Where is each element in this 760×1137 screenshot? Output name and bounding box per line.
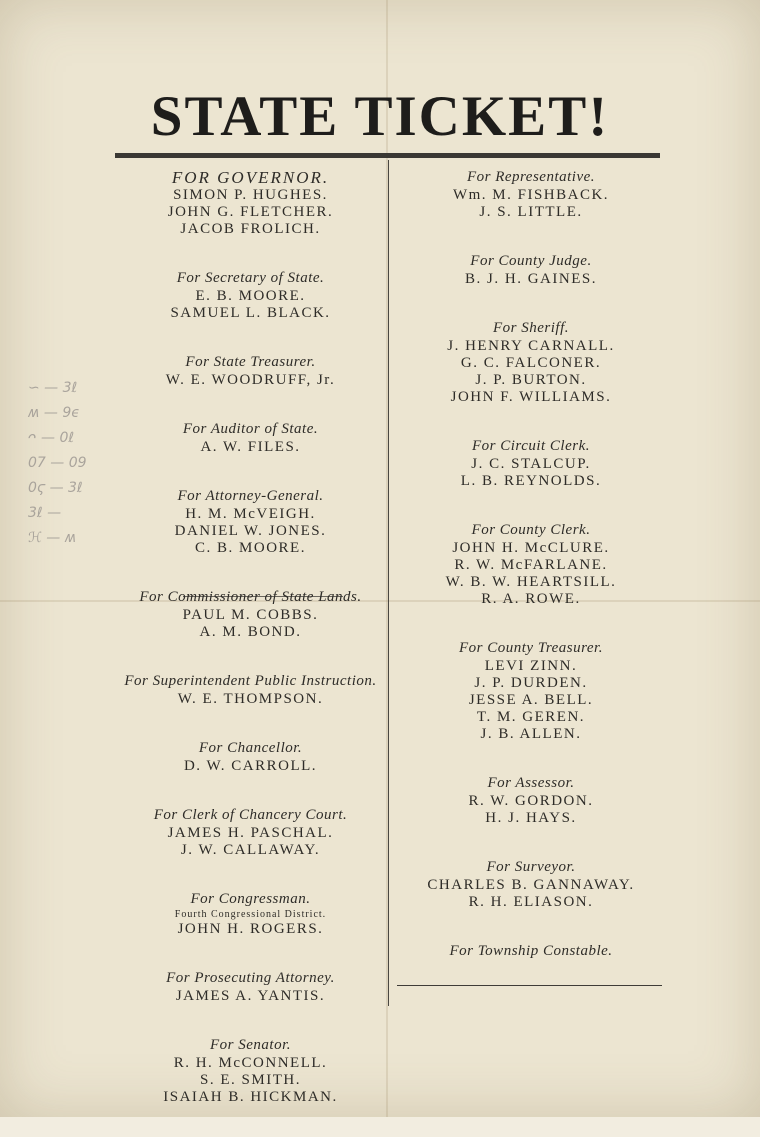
office-heading: For Auditor of State. — [182, 421, 319, 437]
candidate-name: E. B. MOORE. — [195, 288, 306, 304]
office-block-for-assessor — [393, 774, 669, 827]
office-block-for-circuit-clerk — [393, 437, 669, 490]
left-column — [108, 168, 393, 1137]
office-block-for-attorney-general — [108, 487, 393, 557]
candidate-name: R. W. McFARLANE. — [454, 557, 608, 573]
candidate-name: JOHN F. WILLIAMS. — [450, 389, 612, 405]
office-heading: For Attorney-General. — [177, 488, 324, 504]
candidate-name: J. W. CALLAWAY. — [180, 842, 321, 858]
pencil-mark: 0ϛ — 3ℓ — [28, 480, 83, 496]
office-block-for-county-treasurer — [393, 639, 669, 743]
candidate-name: J. C. STALCUP. — [471, 456, 591, 472]
candidate-name: G. C. FALCONER. — [460, 355, 602, 371]
office-block-for-congressman — [108, 890, 393, 938]
candidate-name: C. B. MOORE. — [195, 540, 306, 556]
office-heading: For Circuit Clerk. — [471, 438, 591, 454]
candidate-name: JACOB FROLICH. — [180, 221, 321, 237]
candidate-name: L. B. REYNOLDS. — [460, 473, 602, 489]
candidate-name: A. W. FILES. — [200, 439, 301, 455]
candidate-name: H. J. HAYS. — [485, 810, 577, 826]
candidate-name: R. H. McCONNELL. — [173, 1055, 328, 1071]
district-label: Fourth Congressional District. — [174, 909, 327, 920]
candidate-name: W. E. THOMPSON. — [177, 691, 324, 707]
candidate-name: J. P. DURDEN. — [474, 675, 588, 691]
office-heading: For County Clerk. — [471, 522, 591, 538]
candidate-name: R. W. GORDON. — [468, 793, 594, 809]
right-column — [393, 168, 669, 992]
office-heading: FOR GOVERNOR. — [171, 168, 330, 187]
office-heading: For Clerk of Chancery Court. — [153, 807, 348, 823]
office-heading: For Superintendent Public Instruction. — [124, 673, 377, 689]
candidate-name: JOHN H. McCLURE. — [452, 540, 610, 556]
office-heading: For Surveyor. — [486, 859, 576, 875]
candidate-name: S. E. SMITH. — [200, 1072, 301, 1088]
office-heading: For Secretary of State. — [176, 270, 325, 286]
office-heading: For Chancellor. — [198, 740, 303, 756]
office-block-for-senator — [108, 1036, 393, 1106]
candidate-name: H. M. McVEIGH. — [185, 506, 316, 522]
office-block-for-state-treasurer — [108, 353, 393, 389]
candidate-name: A. M. BOND. — [199, 624, 302, 640]
office-heading: For County Judge. — [470, 253, 592, 269]
pencil-mark: ∽ — 3ℓ — [28, 380, 78, 396]
candidate-name: J. B. ALLEN. — [480, 726, 582, 742]
candidate-name: SIMON P. HUGHES. — [173, 187, 328, 203]
candidate-name: DANIEL W. JONES. — [174, 523, 327, 539]
office-block-for-township-constable — [393, 942, 669, 961]
candidate-name: D. W. CARROLL. — [183, 758, 318, 774]
office-heading: For Sheriff. — [493, 320, 569, 336]
candidate-name: J. P. BURTON. — [475, 372, 587, 388]
candidate-name: SAMUEL L. BLACK. — [170, 305, 331, 321]
office-block-for-auditor-of-state — [108, 420, 393, 456]
candidate-name: JOHN H. ROGERS. — [177, 921, 324, 937]
office-heading: For Representative. — [466, 169, 596, 185]
office-heading: For Prosecuting Attorney. — [166, 970, 335, 986]
candidate-name: CHARLES B. GANNAWAY. — [427, 877, 635, 893]
office-heading: For Township Constable. — [449, 943, 613, 959]
candidate-name: T. M. GEREN. — [476, 709, 586, 725]
candidate-name: JESSE A. BELL. — [468, 692, 594, 708]
ticket-title: STATE TICKET! — [150, 85, 610, 148]
office-block-for-commissioner-of-state-lands — [108, 588, 393, 641]
office-block-for-chancellor — [108, 739, 393, 775]
candidate-name: Wm. M. FISHBACK. — [452, 187, 610, 203]
candidate-name: J. HENRY CARNALL. — [447, 338, 615, 354]
candidate-name: R. H. ELIASON. — [468, 894, 594, 910]
candidate-name: B. J. H. GAINES. — [465, 271, 597, 287]
pencil-mark: ᴖ — 0ℓ — [28, 430, 75, 446]
office-block-for-county-clerk — [393, 521, 669, 608]
pencil-mark: ʍ — 9ϵ — [28, 405, 80, 421]
office-block-for-surveyor — [393, 858, 669, 911]
office-block-for-secretary-of-state — [108, 269, 393, 322]
candidate-name: JAMES A. YANTIS. — [175, 988, 326, 1004]
pencil-mark: 07 — 09 — [28, 455, 87, 471]
pencil-mark: ℋ — ʍ — [28, 530, 77, 546]
office-block-for-representative — [393, 168, 669, 221]
candidate-name: JOHN G. FLETCHER. — [167, 204, 334, 220]
candidate-name: LEVI ZINN. — [484, 658, 578, 674]
office-heading: For Senator. — [210, 1037, 291, 1053]
office-block-for-county-judge — [393, 252, 669, 288]
office-block-for-prosecuting-attorney — [108, 969, 393, 1005]
office-block-for-clerk-of-chancery-court — [108, 806, 393, 859]
candidate-name: J. S. LITTLE. — [479, 204, 583, 220]
office-heading: For State Treasurer. — [185, 354, 316, 370]
office-heading: For County Treasurer. — [459, 640, 603, 656]
office-block-for-superintendent-public-instruction — [108, 672, 393, 708]
office-heading: For Assessor. — [487, 775, 575, 791]
candidate-name: R. A. ROWE. — [481, 591, 581, 607]
candidate-name: ISAIAH B. HICKMAN. — [163, 1089, 338, 1105]
candidate-name: W. E. WOODRUFF, Jr. — [165, 372, 336, 388]
office-heading: For Commissioner of State Lands. — [139, 589, 362, 605]
title-rule — [115, 153, 660, 158]
candidate-name: JAMES H. PASCHAL. — [167, 825, 334, 841]
office-block-for-sheriff — [393, 319, 669, 406]
pencil-mark: 3ℓ — — [28, 505, 62, 521]
candidate-name: W. B. W. HEARTSILL. — [445, 574, 617, 590]
office-heading: For Congressman. — [190, 891, 311, 907]
candidate-name: PAUL M. COBBS. — [182, 607, 319, 623]
office-block-for-governor — [108, 168, 393, 238]
